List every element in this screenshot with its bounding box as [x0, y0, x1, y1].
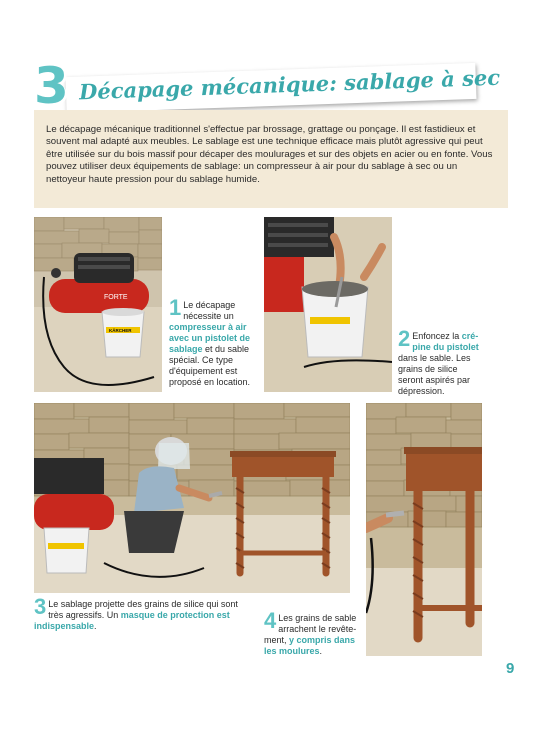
step-3-number: 3	[34, 594, 47, 619]
intro-box	[34, 110, 508, 208]
step-3-highlight: masque de protection est indispensable	[34, 610, 230, 631]
step-3-text-before: Le sablage projette des grains de silice qui sont très agressifs. Un	[48, 599, 238, 620]
step-4-text-before: Les grains de sable arrachent le revêtement,	[264, 613, 357, 645]
step-1-highlight: compresseur à air avec un pistolet de sablage	[169, 322, 251, 354]
step-3-text-after: .	[94, 621, 97, 631]
step-2-highlight: crépine du pistolet	[412, 331, 479, 352]
step-1-text-before: Le décapage nécessite un	[183, 300, 236, 321]
step-4-text-after: .	[319, 646, 323, 656]
step-2-text-after: dans le sable. Les grains de silice seront aspirés par dépression.	[398, 353, 471, 396]
bucket-brand: KÄRCHER	[109, 328, 132, 333]
step-4-highlight: y compris dans les moulures	[264, 635, 356, 656]
step-1-caption	[169, 295, 253, 388]
page-number: 9	[506, 660, 515, 677]
step-2-caption	[398, 326, 484, 397]
step-4-caption	[264, 608, 358, 657]
section-number: 3	[34, 57, 69, 115]
step-2-text-before: Enfoncez la	[412, 331, 462, 341]
step-4-number: 4	[264, 608, 277, 633]
step-3-caption	[34, 594, 252, 632]
section-title-block	[34, 57, 501, 115]
intro-text: Le décapage mécanique traditionnel s'effectue par brossage, grattage ou ponçage. Il est fastidieux et souvent mal adapté aux meubles. Le sablage est une technique efficace mais plutôt agressive qui peut être utilisée sur du bois massif pour décaper des moulurages et sur des objets en acier ou en fonte. Vous pouvez utiliser deux équipements de sablage: un compresseur à air pour du sablage à sec ou un nettoyeur haute pression pour du sablage humide.	[46, 124, 493, 185]
photo-table-closeup	[366, 403, 482, 656]
step-2-number: 2	[398, 326, 411, 351]
photo-sand-bucket	[264, 217, 392, 392]
photo-sandblasting	[34, 403, 350, 593]
compressor-brand: FORTE	[104, 294, 128, 301]
step-1-number: 1	[169, 295, 182, 320]
step-1-text-after: et du sable spécial. Ce type d'équipement est proposé en location.	[169, 344, 251, 387]
photo-compressor	[34, 217, 162, 392]
section-title: Décapage mécanique: sablage à sec	[78, 64, 501, 105]
